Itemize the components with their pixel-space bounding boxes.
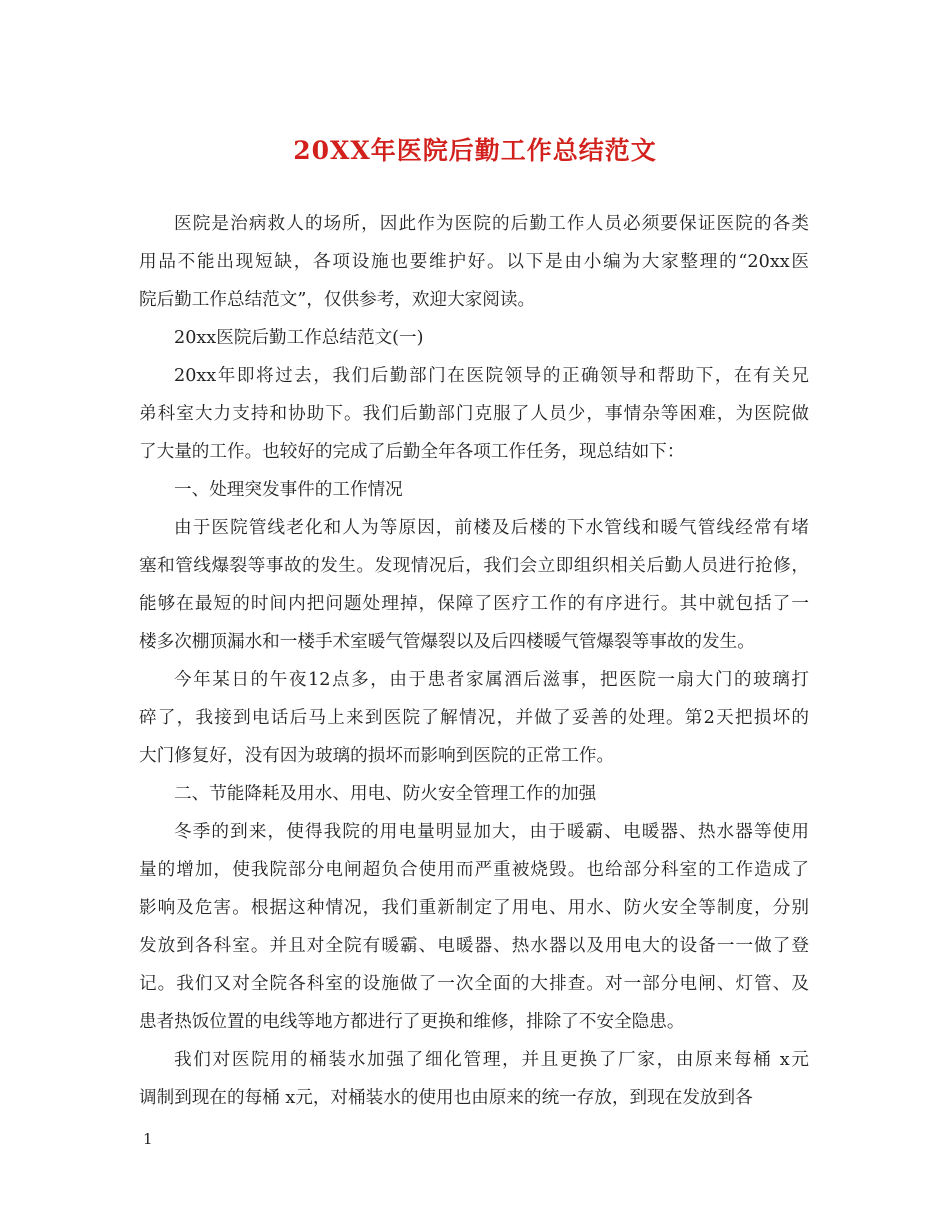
paragraph-line: 一、处理突发事件的工作情况: [174, 480, 403, 500]
paragraph-line: 由于医院管线老化和人为等原因，前楼及后楼的下水管线和暖气管线经常有堵: [174, 518, 809, 538]
paragraph-line: 今年某日的午夜12点多，由于患者家属酒后滋事，把医院一扇大门的玻璃打: [174, 670, 809, 690]
paragraph: [139, 357, 809, 471]
paragraph-line: 弟科室大力支持和协助下。我们后勤部门克服了人员少，事情杂等困难，为医院做: [139, 404, 809, 424]
paragraph-line: 楼多次棚顶漏水和一楼手术室暖气管爆裂以及后四楼暖气管爆裂等事故的发生。: [139, 632, 755, 652]
paragraph: [139, 205, 809, 319]
page-number: 1: [143, 1130, 153, 1148]
paragraph-line: 大门修复好，没有因为玻璃的损坏而影响到医院的正常工作。: [139, 746, 615, 766]
paragraph-line: 塞和管线爆裂等事故的发生。发现情况后，我们会立即组织相关后勤人员进行抢修，: [139, 556, 809, 576]
paragraph-line: 发放到各科室。并且对全院有暖霸、电暖器、热水器以及用电大的设备一一做了登: [139, 936, 809, 956]
paragraph: [139, 1041, 809, 1117]
paragraph: [139, 813, 809, 1041]
paragraph-line: 院后勤工作总结范文”，仅供参考，欢迎大家阅读。: [139, 290, 536, 310]
paragraph-line: 20xx医院后勤工作总结范文(一): [174, 328, 424, 348]
paragraph-line: 医院是治病救人的场所，因此作为医院的后勤工作人员必须要保证医院的各类: [174, 214, 809, 234]
paragraph-line: 冬季的到来，使得我院的用电量明显加大，由于暖霸、电暖器、热水器等使用: [174, 822, 809, 842]
paragraph-line: 量的增加，使我院部分电闸超负合使用而严重被烧毁。也给部分科室的工作造成了: [139, 860, 809, 880]
document-title: 20XX年医院后勤工作总结范文: [293, 136, 657, 165]
document-body: [139, 205, 809, 1117]
paragraph: [139, 471, 809, 509]
paragraph: [139, 509, 809, 661]
paragraph: [139, 319, 809, 357]
paragraph-line: 用品不能出现短缺，各项设施也要维护好。以下是由小编为大家整理的“20xx医: [139, 252, 809, 272]
paragraph-line: 我们对医院用的桶装水加强了细化管理，并且更换了厂家，由原来每桶 x元: [174, 1050, 809, 1070]
paragraph-line: 碎了，我接到电话后马上来到医院了解情况，并做了妥善的处理。第2天把损坏的: [139, 708, 809, 728]
paragraph-line: 记。我们又对全院各科室的设施做了一次全面的大排查。对一部分电闸、灯管、及: [139, 974, 809, 994]
paragraph-line: 了大量的工作。也较好的完成了后勤全年各项工作任务，现总结如下：: [139, 442, 685, 462]
paragraph-line: 20xx年即将过去，我们后勤部门在医院领导的正确领导和帮助下，在有关兄: [174, 366, 809, 386]
paragraph: [139, 775, 809, 813]
paragraph-line: 影响及危害。根据这种情况，我们重新制定了用电、用水、防火安全等制度，分别: [139, 898, 809, 918]
paragraph-line: 患者热饭位置的电线等地方都进行了更换和维修，排除了不安全隐患。: [139, 1012, 685, 1032]
paragraph-line: 调制到现在的每桶 x元，对桶装水的使用也由原来的统一存放，到现在发放到各: [139, 1088, 753, 1108]
paragraph-line: 能够在最短的时间内把问题处理掉，保障了医疗工作的有序进行。其中就包括了一: [139, 594, 809, 614]
paragraph-line: 二、节能降耗及用水、用电、防火安全管理工作的加强: [174, 784, 597, 804]
paragraph: [139, 661, 809, 775]
